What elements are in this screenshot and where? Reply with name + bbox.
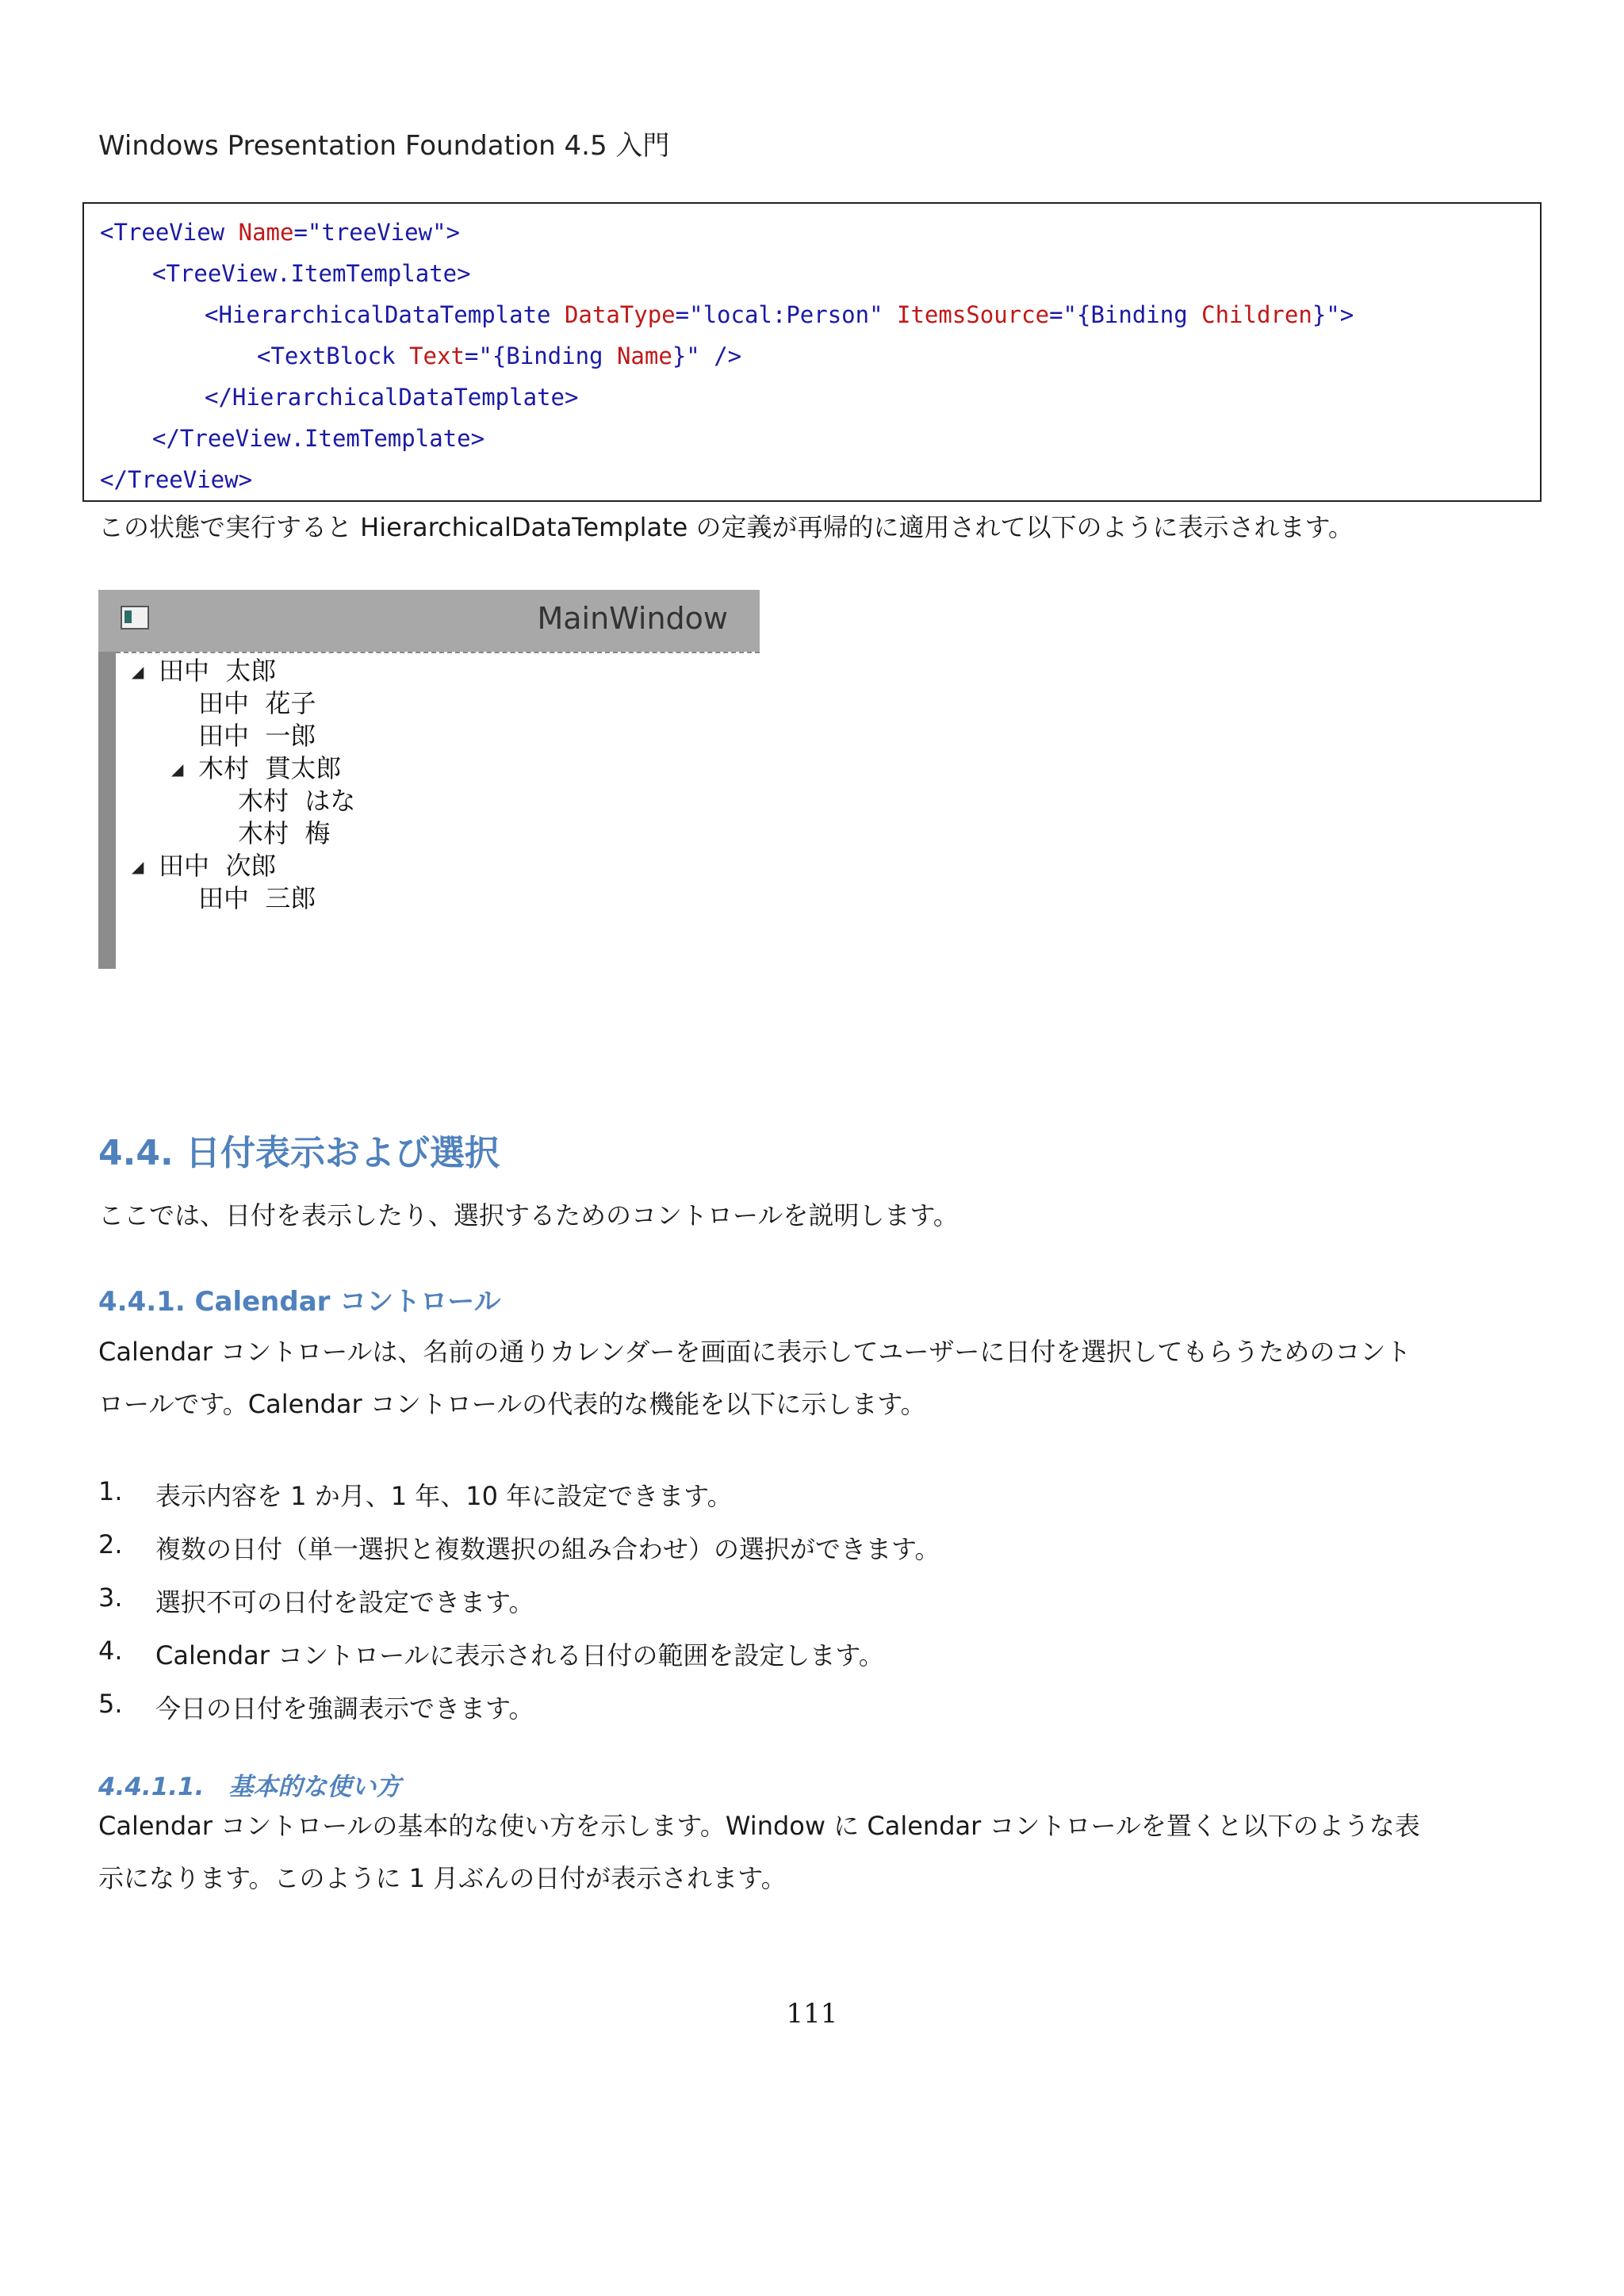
list-item: 複数の日付（単一選択と複数選択の組み合わせ）の選択ができます。: [155, 1534, 940, 1564]
section-intro: ここでは、日付を表示したり、選択するためのコントロールを説明します。: [98, 1200, 959, 1230]
expanded-triangle-icon[interactable]: ◢: [132, 857, 144, 876]
list-number: 4.: [98, 1636, 123, 1666]
list-number: 2.: [98, 1529, 123, 1559]
expanded-triangle-icon[interactable]: ◢: [132, 662, 144, 681]
basic-usage-line-2: 示になります。このように 1 月ぶんの日付が表示されます。: [98, 1863, 787, 1893]
code-line-7: </TreeView>: [100, 466, 253, 493]
subsection-heading: 4.4.1. Calendar コントロール: [98, 1286, 501, 1318]
list-item: Calendar コントロールに表示される日付の範囲を設定します。: [155, 1640, 884, 1670]
code-line-3: <HierarchicalDataTemplate DataType="local:Person" ItemsSource="{Binding Children}">: [205, 301, 1354, 328]
subsubsection-heading: 4.4.1.1. 基本的な使い方: [98, 1773, 401, 1801]
mainwindow-screenshot: [98, 590, 760, 969]
code-line-5: </HierarchicalDataTemplate>: [205, 384, 579, 411]
list-number: 1.: [98, 1476, 123, 1506]
page-number: 111: [786, 1998, 838, 2030]
list-item: 表示内容を 1 か月、1 年、10 年に設定できます。: [155, 1481, 733, 1511]
code-line-1: <TreeView Name="treeView">: [100, 219, 460, 246]
list-item: 選択不可の日付を設定できます。: [155, 1587, 534, 1617]
section-heading: 4.4. 日付表示および選択: [98, 1133, 500, 1173]
tree-item[interactable]: 木村 梅: [238, 818, 331, 848]
tree-item[interactable]: 木村 貫太郎: [198, 753, 342, 783]
basic-usage-line-1: Calendar コントロールの基本的な使い方を示します。Window に Calendar コントロールを置くと以下のような表: [98, 1811, 1420, 1841]
subsection-paragraph-line-1: Calendar コントロールは、名前の通りカレンダーを画面に表示してユーザーに日付を選択してもらうためのコント: [98, 1337, 1411, 1367]
expanded-triangle-icon[interactable]: ◢: [171, 760, 184, 779]
treeview: [116, 652, 760, 970]
tree-item[interactable]: 田中 次郎: [159, 851, 277, 881]
code-line-6: </TreeView.ItemTemplate>: [152, 425, 485, 452]
tree-item[interactable]: 田中 三郎: [198, 883, 316, 913]
tree-item[interactable]: 田中 一郎: [198, 721, 316, 751]
window-app-icon: [121, 606, 149, 629]
subsection-paragraph-line-2: ロールです。Calendar コントロールの代表的な機能を以下に示します。: [98, 1389, 926, 1419]
tree-item[interactable]: 木村 はな: [238, 786, 356, 816]
page-header: Windows Presentation Foundation 4.5 入門: [98, 130, 670, 162]
code-line-2: <TreeView.ItemTemplate>: [152, 260, 471, 287]
tree-item[interactable]: 田中 太郎: [159, 656, 277, 686]
tree-item[interactable]: 田中 花子: [198, 688, 316, 718]
paragraph-after-code: この状態で実行すると HierarchicalDataTemplate の定義が再帰的に適用されて以下のように表示されます。: [98, 512, 1354, 542]
window-titlebar: [98, 590, 760, 652]
list-number: 3.: [98, 1582, 123, 1613]
window-title: MainWindow: [537, 601, 728, 636]
code-block: [82, 202, 1542, 502]
code-line-4: <TextBlock Text="{Binding Name}" />: [257, 342, 742, 369]
list-number: 5.: [98, 1689, 123, 1719]
list-item: 今日の日付を強調表示できます。: [155, 1693, 534, 1724]
